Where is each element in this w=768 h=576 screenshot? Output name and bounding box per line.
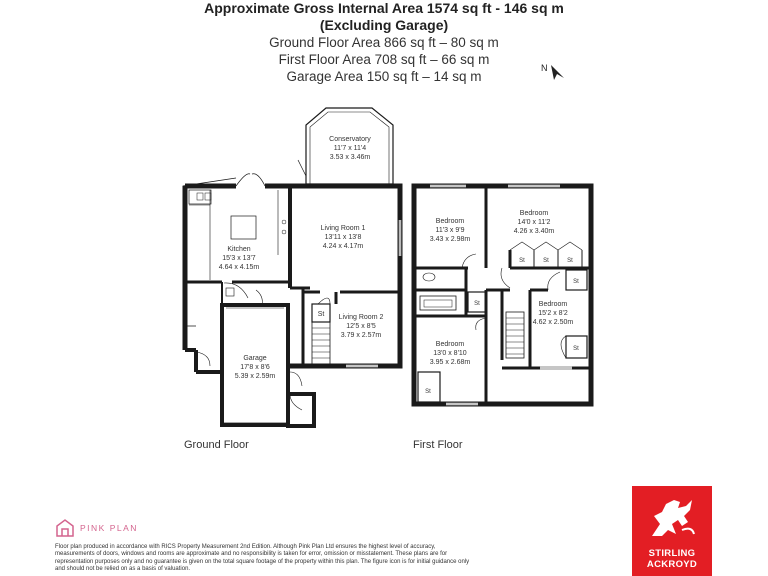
bedroom-3-metric: 4.62 x 2.50m [532,319,574,326]
ground-floor-area: Ground Floor Area 866 sq ft – 80 sq m [269,35,499,50]
ackroyd-word: ACKROYD [646,559,698,570]
first-storage-label-1: St [519,258,525,264]
kitchen-imperial: 15'3 x 13'7 [222,255,256,262]
conservatory-metric: 3.53 x 3.46m [329,154,371,161]
conservatory-name: Conservatory [329,136,371,143]
first-storage-label-6: St [474,301,480,307]
first-storage-label-4: St [573,279,579,285]
disclaimer: Floor plan produced in accordance with RICS Property Measurement 2nd Edition. Although Pink Plan Ltd ensures the highest level of accuracy, measurements of doors, windows and rooms are approximate and no responsibility is taken for error, omission or misstatement. These plans are for representation purposes only and no guarantee is given on the total square footage of the property within this plan. The figure icon is for initial guidance only and should not be relied on as a basis of valuation. [55,544,470,572]
pink-plan-logo-text: PINK PLAN [80,523,138,533]
bedroom-2-metric: 4.26 x 3.40m [513,228,555,235]
stirling-word: STIRLING [648,548,696,559]
stirling-ackroyd-text [632,548,712,570]
bedroom-3-name: Bedroom [538,301,568,308]
bedroom-3-imperial: 15'2 x 8'2 [538,310,568,317]
living-room-1-metric: 4.24 x 4.17m [322,243,364,250]
title-line-2: (Excluding Garage) [319,17,449,33]
first-storage-label-7: St [425,389,431,395]
living-room-2-name: Living Room 2 [338,314,384,321]
bedroom-2-name: Bedroom [519,210,549,217]
griffin-icon [632,486,712,546]
bedroom-2-imperial: 14'0 x 11'2 [517,219,551,226]
ground-storage-label: St [317,311,325,318]
bedroom-1-metric: 3.43 x 2.98m [429,236,471,243]
ground-outer-wall [288,186,400,366]
garage-name: Garage [243,355,267,362]
bedroom-1-imperial: 11'3 x 9'9 [435,227,465,234]
first-floor-label: First Floor [413,439,463,451]
bedroom-1-name: Bedroom [435,218,465,225]
first-storage-label-3: St [567,258,573,264]
garage-metric: 5.39 x 2.59m [234,373,276,380]
living-room-1-imperial: 13'11 x 13'8 [324,234,362,241]
conservatory-imperial: 11'7 x 11'4 [333,145,367,152]
living-room-2-metric: 3.79 x 2.57m [340,332,382,339]
pink-plan-logo-icon [55,519,75,537]
kitchen-name: Kitchen [227,246,251,253]
bedroom-4-imperial: 13'0 x 8'10 [433,350,467,357]
garage-imperial: 17'8 x 8'6 [240,364,270,371]
bedroom-4-metric: 3.95 x 2.68m [429,359,471,366]
kitchen-metric: 4.64 x 4.15m [218,264,260,271]
first-storage-label-5: St [573,346,579,352]
bedroom-4-name: Bedroom [435,341,465,348]
living-room-1-name: Living Room 1 [320,225,366,232]
living-room-2-imperial: 12'5 x 8'5 [346,323,376,330]
compass-letter: N [541,63,548,73]
first-storage-label-2: St [543,258,549,264]
first-floor-area: First Floor Area 708 sq ft – 66 sq m [278,52,490,67]
ground-floor-label: Ground Floor [184,439,249,451]
title-line-1: Approximate Gross Internal Area 1574 sq ft - 146 sq m [204,0,564,16]
garage-area: Garage Area 150 sq ft – 14 sq m [286,69,482,84]
